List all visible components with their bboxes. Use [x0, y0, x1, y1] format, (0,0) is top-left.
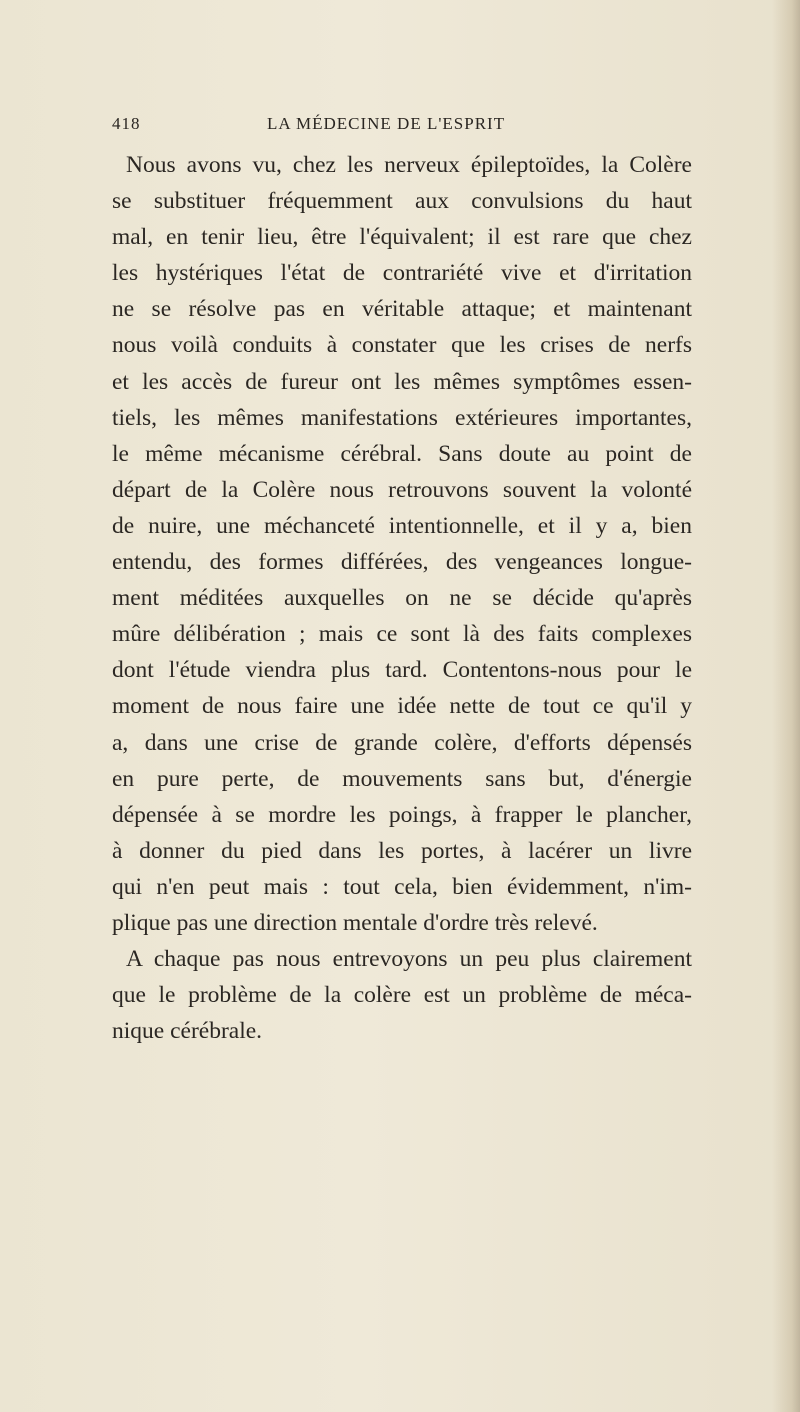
text-line: ment méditées auxquelles on ne se décide qu'après — [112, 585, 692, 612]
text-line: moment de nous faire une idée nette de tout ce qu'il y — [112, 693, 692, 720]
text-line: se substituer fréquemment aux convulsions du haut — [112, 188, 692, 215]
running-header — [112, 114, 692, 138]
text-line: entendu, des formes différées, des vengeances longue- — [112, 549, 692, 576]
text-line: plique pas une direction mentale d'ordre très relevé. — [112, 909, 598, 936]
text-line: les hystériques l'état de contrariété vive et d'irritation — [112, 260, 692, 287]
running-title: LA MÉDECINE DE L'ESPRIT — [267, 114, 506, 133]
text-line: nous voilà conduits à constater que les crises de nerfs — [112, 332, 692, 359]
text-line: à donner du pied dans les portes, à lacérer un livre — [112, 837, 692, 864]
text-line: qui n'en peut mais : tout cela, bien évidemment, n'im- — [112, 873, 692, 900]
text-line: le même mécanisme cérébral. Sans doute au point de — [112, 440, 692, 467]
text-line: départ de la Colère nous retrouvons souvent la volonté — [112, 476, 692, 503]
text-line: de nuire, une méchanceté intentionnelle, et il y a, bien — [112, 512, 692, 539]
text-line: mal, en tenir lieu, être l'équivalent; il est rare que chez — [112, 224, 692, 251]
text-line: a, dans une crise de grande colère, d'efforts dépensés — [112, 729, 692, 756]
text-line: A chaque pas nous entrevoyons un peu plus clairement — [126, 946, 692, 973]
text-line: Nous avons vu, chez les nerveux épileptoïdes, la Colère — [126, 152, 692, 178]
text-line: dépensée à se mordre les poings, à frapper le plancher, — [112, 801, 692, 828]
text-line: que le problème de la colère est un problème de méca- — [112, 982, 692, 1009]
text-line: et les accès de fureur ont les mêmes symptômes essen- — [112, 368, 692, 395]
page-edge-shadow — [772, 0, 800, 1412]
body-text — [112, 147, 692, 1049]
text-line: dont l'étude viendra plus tard. Contentons-nous pour le — [112, 657, 692, 684]
page-number: 418 — [112, 114, 141, 133]
text-line: ne se résolve pas en véritable attaque; et maintenant — [112, 296, 692, 323]
text-line: mûre délibération ; mais ce sont là des faits complexes — [112, 621, 692, 648]
text-line: tiels, les mêmes manifestations extérieures importantes, — [112, 404, 692, 431]
text-line: en pure perte, de mouvements sans but, d'énergie — [112, 765, 692, 792]
text-line: nique cérébrale. — [112, 1018, 263, 1045]
